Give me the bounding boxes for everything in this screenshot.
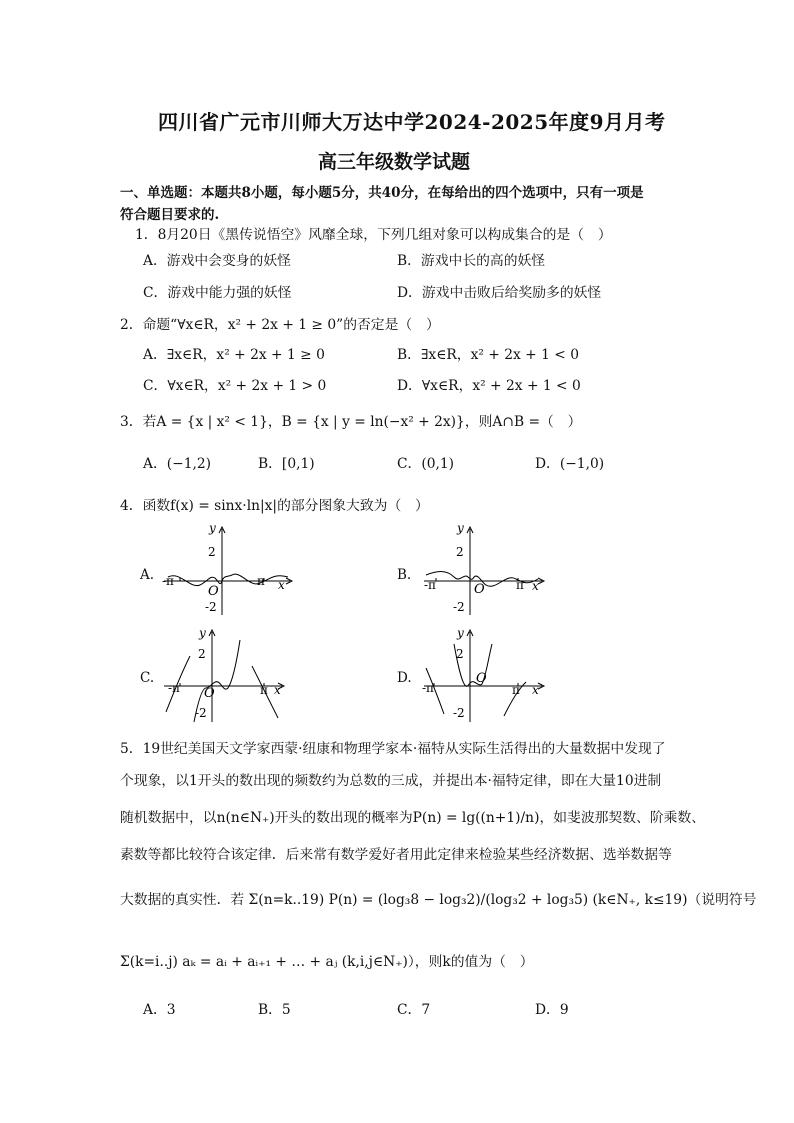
q4-c-tick-top: 2 [198, 647, 206, 661]
q4-c-y-label: y [199, 626, 206, 640]
q3-stem: 3．若A = {x | x² < 1}，B = {x | y = ln(−x² + 2x)}，则A∩B =（ ） [120, 414, 582, 430]
q1-option-a[interactable]: A．游戏中会变身的妖怪 [143, 253, 291, 269]
q4-c-x-label: x [274, 683, 281, 697]
q2-option-c[interactable]: C．∀x∈R，x² + 2x + 1 > 0 [143, 378, 327, 394]
q5-option-d[interactable]: D．9 [535, 1002, 569, 1018]
q5-line-2: 个现象，以1开头的数出现的频数约为总数的三成，并提出本·福特定律，即在大量10进制 [120, 773, 662, 789]
q4-graph-b [420, 523, 560, 622]
q4-option-b-label[interactable]: B. [397, 567, 412, 583]
q4-d-tick-neg: -π [422, 681, 434, 695]
q4-b-x-label: x [532, 579, 539, 593]
q2-option-d[interactable]: D．∀x∈R，x² + 2x + 1 < 0 [397, 378, 581, 394]
q1-option-b[interactable]: B．游戏中长的高的妖怪 [397, 253, 546, 269]
q3-option-c[interactable]: C．(0,1) [397, 456, 455, 472]
q4-c-tick-neg: -π [168, 681, 180, 695]
q4-graph-a [160, 523, 300, 622]
section-header-cont: 符合题目要求的. [120, 207, 220, 223]
q2-stem: 2．命题“∀x∈R，x² + 2x + 1 ≥ 0”的否定是（ ） [120, 317, 440, 333]
q4-d-y-label: y [457, 626, 464, 640]
q4-d-tick-pos: π [512, 683, 520, 697]
q1-stem: 1．8月20日《黑传说悟空》风靡全球，下列几组对象可以构成集合的是（ ） [135, 227, 612, 243]
q4-c-tick-pos: π [260, 683, 268, 697]
q5-line-5: 大数据的真实性．若 Σ(n=k..19) P(n) = (log₃8 − log₃2)/(log₃2 + log₃5) (k∈N₊, k≤19)（说明符号 [120, 892, 757, 908]
q3-option-b[interactable]: B．[0,1) [258, 456, 315, 472]
q4-b-tick-pos: π [516, 578, 524, 592]
q5-line-4: 素数等都比较符合该定律．后来常有数学爱好者用此定律来检验某些经济数据、选举数据等 [120, 847, 672, 863]
q4-a-tick-neg: -π [162, 574, 174, 588]
page-subtitle: 高三年级数学试题 [318, 151, 471, 173]
q4-b-tick-bottom: -2 [453, 600, 465, 614]
q4-b-y-label: y [457, 521, 464, 535]
q1-option-c[interactable]: C．游戏中能力强的妖怪 [143, 285, 292, 301]
q4-graph-d [420, 626, 560, 730]
q2-option-b[interactable]: B．∃x∈R，x² + 2x + 1 < 0 [397, 347, 580, 363]
q4-option-d-label[interactable]: D. [397, 670, 412, 686]
q4-a-x-label: x [278, 578, 285, 592]
q5-line-1: 5．19世纪美国天文学家西蒙·纽康和物理学家本·福特从实际生活得出的大量数据中发现了 [120, 741, 666, 757]
q4-a-tick-top: 2 [208, 545, 216, 559]
q4-option-c-label[interactable]: C. [140, 670, 155, 686]
q4-d-tick-bottom: -2 [453, 706, 465, 720]
q5-option-a[interactable]: A．3 [143, 1002, 176, 1018]
q4-stem: 4．函数f(x) = sinx·ln|x|的部分图象大致为（ ） [120, 498, 429, 514]
q1-option-d[interactable]: D．游戏中击败后给奖励多的妖怪 [397, 285, 602, 301]
q4-b-origin: O [474, 582, 485, 597]
q4-c-origin: O [204, 686, 215, 701]
q5-line-3: 随机数据中，以n(n∈N₊)开头的数出现的概率为P(n) = lg((n+1)/n)，如斐波那契数、阶乘数、 [120, 810, 706, 826]
q4-d-x-label: x [532, 683, 539, 697]
q2-option-a[interactable]: A．∃x∈R，x² + 2x + 1 ≥ 0 [143, 347, 325, 363]
q4-a-tick-bottom: -2 [205, 600, 217, 614]
page-title: 四川省广元市川师大万达中学2024-2025年度9月月考 [158, 110, 666, 134]
q5-option-b[interactable]: B．5 [258, 1002, 291, 1018]
q3-option-a[interactable]: A．(−1,2) [143, 456, 212, 472]
q4-a-y-label: y [209, 521, 216, 535]
q3-option-d[interactable]: D．(−1,0) [535, 456, 605, 472]
q4-d-tick-top: 2 [456, 647, 464, 661]
q4-a-origin: O [208, 584, 219, 599]
q4-a-tick-pos: π [257, 574, 265, 588]
q4-c-tick-bottom: -2 [195, 706, 207, 720]
q4-d-origin: O [476, 671, 487, 686]
section-header: 一、单选题：本题共8小题，每小题5分，共40分，在每给出的四个选项中，只有一项是 [120, 185, 644, 201]
q5-line-6: Σ(k=i..j) aₖ = aᵢ + aᵢ₊₁ + … + aⱼ (k,i,j∈N₊)），则k的值为（ ） [120, 954, 534, 970]
q4-b-tick-top: 2 [456, 545, 464, 559]
q4-b-tick-neg: -π [424, 578, 436, 592]
q5-option-c[interactable]: C．7 [397, 1002, 431, 1018]
q4-option-a-label[interactable]: A. [140, 567, 155, 583]
q4-graph-c [160, 626, 300, 730]
